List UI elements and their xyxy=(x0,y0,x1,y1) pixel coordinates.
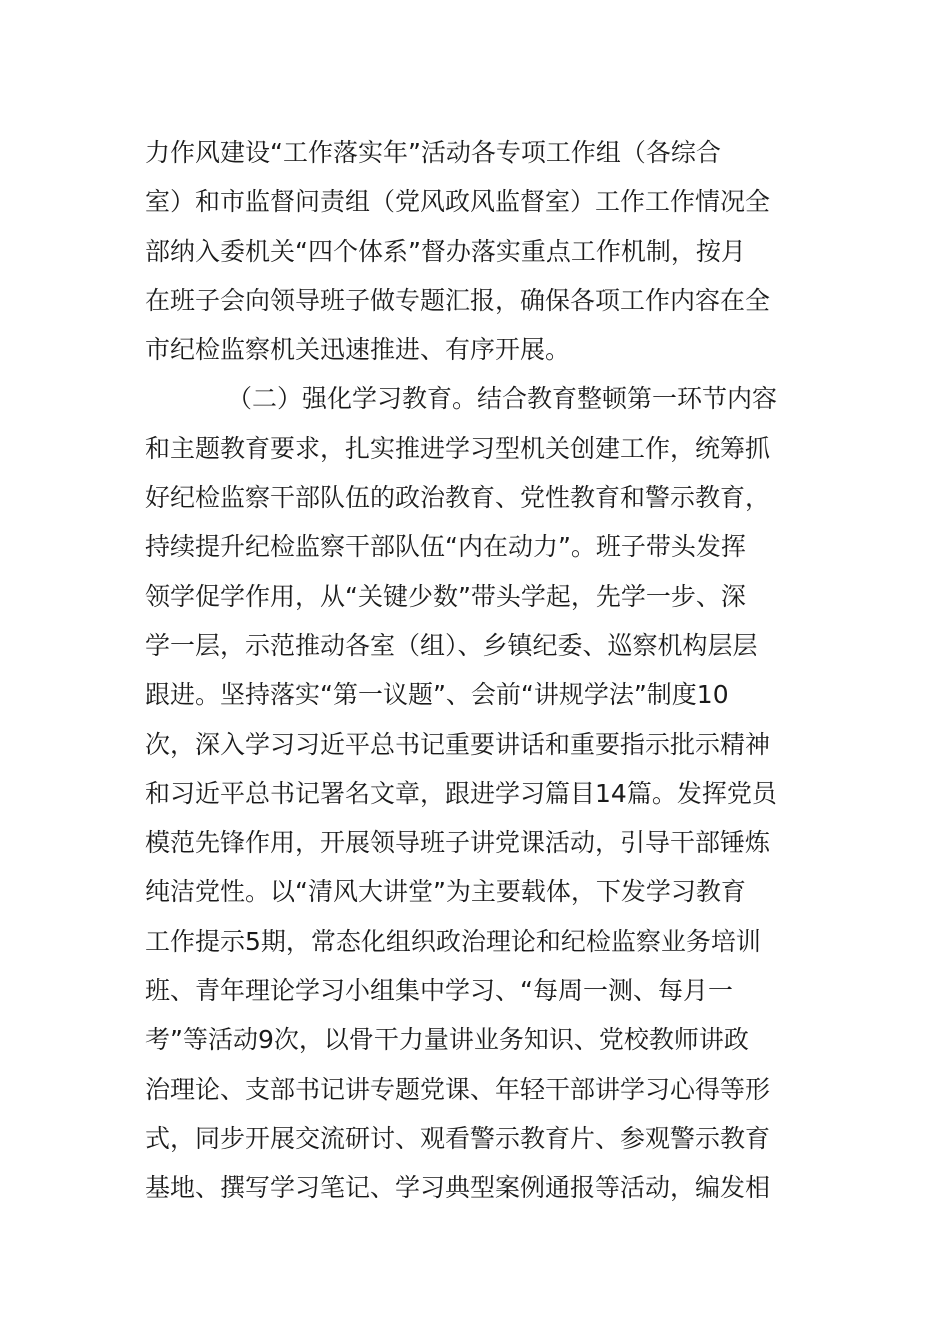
text-line: 部纳入委机关“四个体系”督办落实重点工作机制，按月 xyxy=(145,236,746,266)
text-line: 和习近平总书记署名文章，跟进学习篇目14篇。发挥党员 xyxy=(145,778,777,808)
text-line: 工作提示5期，常态化组织政治理论和纪检监察业务培训 xyxy=(145,926,761,956)
text-line: 领学促学作用，从“关键少数”带头学起，先学一步、深 xyxy=(145,581,746,611)
section-heading-line: （二）强化学习教育。结合教育整顿第一环节内容 xyxy=(227,384,778,414)
text-line: 考”等活动9次，以骨干力量讲业务知识、党校教师讲政 xyxy=(145,1025,749,1055)
text-line: 市纪检监察机关迅速推进、有序开展。 xyxy=(145,335,571,365)
text-line: 学一层，示范推动各室（组）、乡镇纪委、巡察机构层层 xyxy=(145,630,758,660)
text-line: 好纪检监察干部队伍的政治教育、党性教育和警示教育， xyxy=(145,483,771,513)
document-body xyxy=(145,128,815,1213)
text-line: 式，同步开展交流研讨、观看警示教育片、参观警示教育 xyxy=(145,1123,771,1153)
text-line: 力作风建设“工作落实年”活动各专项工作组（各综合 xyxy=(145,138,721,167)
text-line: 模范先锋作用，开展领导班子讲党课活动，引导干部锤炼 xyxy=(145,828,771,858)
text-line: 持续提升纪检监察干部队伍“内在动力”。班子带头发挥 xyxy=(145,532,746,562)
text-line: 室）和市监督问责组（党风政风监督室）工作工作情况全 xyxy=(145,187,771,217)
text-line: 在班子会向领导班子做专题汇报，确保各项工作内容在全 xyxy=(145,285,771,315)
text-line: 基地、撰写学习笔记、学习典型案例通报等活动，编发相 xyxy=(145,1173,771,1203)
text-line: 次，深入学习习近平总书记重要讲话和重要指示批示精神 xyxy=(145,729,771,759)
text-line: 治理论、支部书记讲专题党课、年轻干部讲学习心得等形 xyxy=(145,1074,771,1104)
text-line: 跟进。坚持落实“第一议题”、会前“讲规学法”制度10 xyxy=(145,680,729,710)
text-line: 班、青年理论学习小组集中学习、“每周一测、每月一 xyxy=(145,976,733,1006)
text-line: 和主题教育要求，扎实推进学习型机关创建工作，统筹抓 xyxy=(145,433,771,463)
text-line: 纯洁党性。以“清风大讲堂”为主要载体，下发学习教育 xyxy=(145,877,746,907)
